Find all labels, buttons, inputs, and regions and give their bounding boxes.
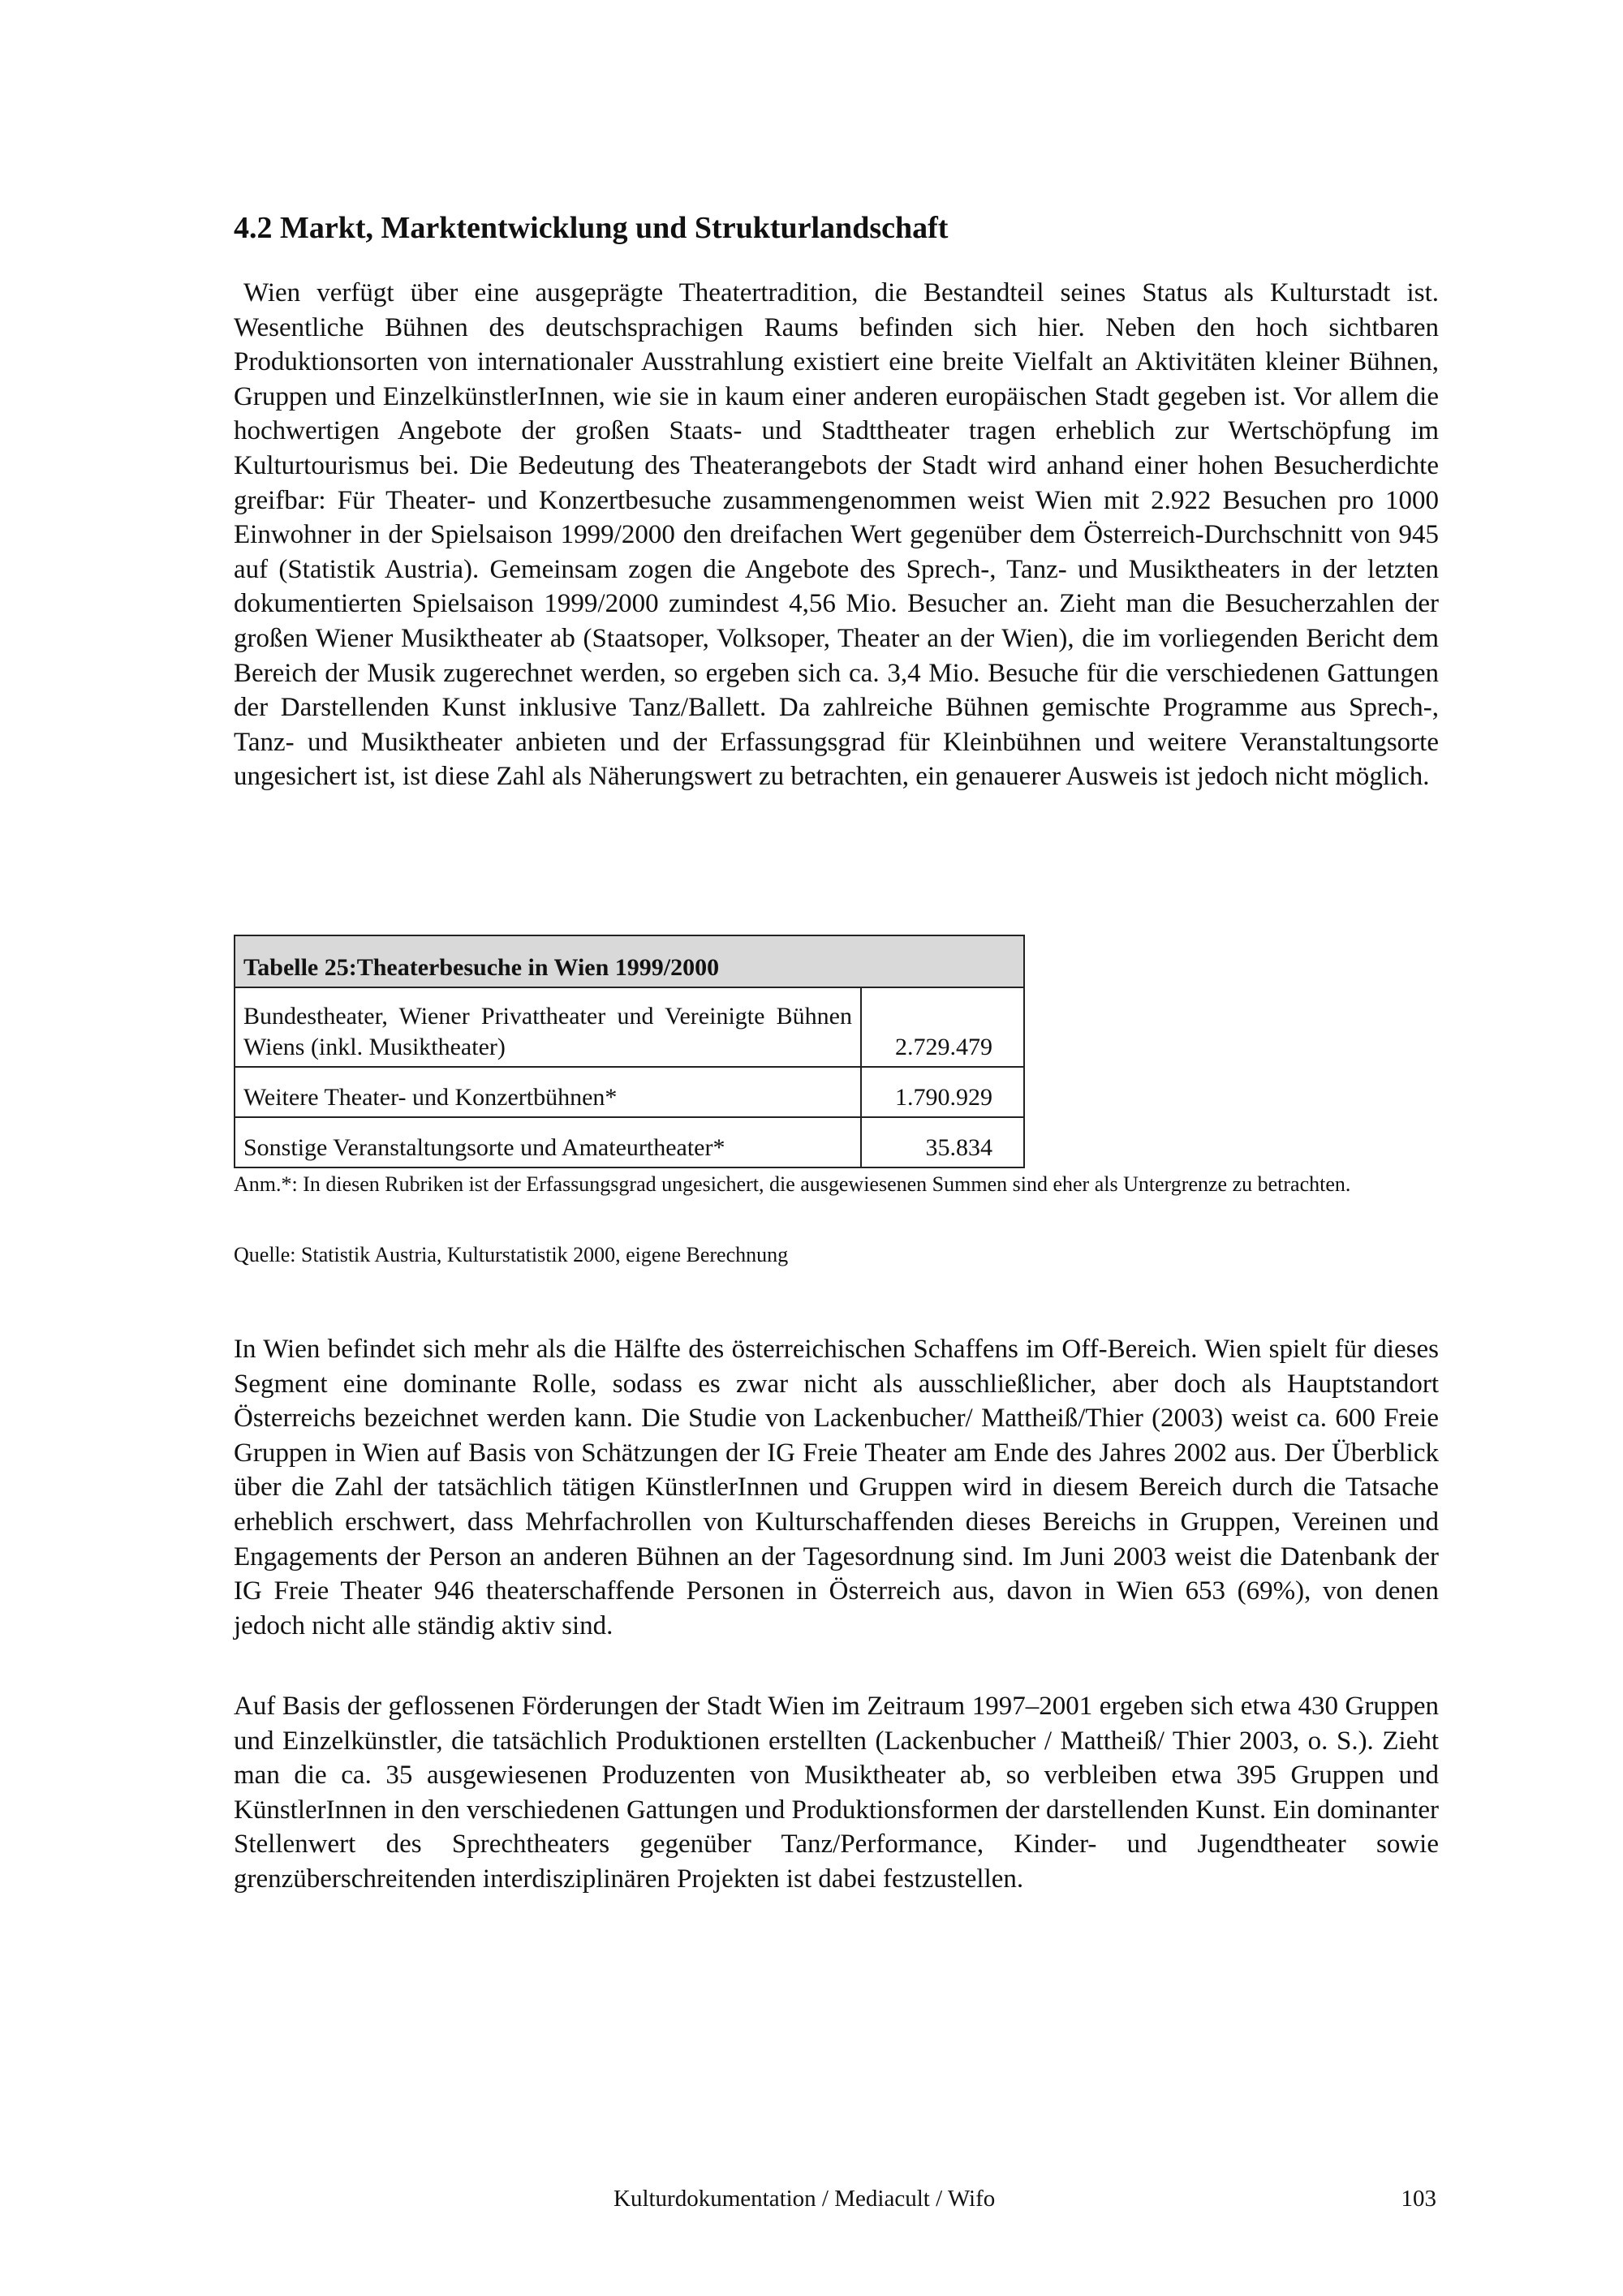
table-footnote: Anm.*: In diesen Rubriken ist der Erfassungsgrad ungesichert, die ausgewiesenen Summen sind eher als Untergrenze zu betrachten. — [234, 1172, 1351, 1196]
table-cell-label: Sonstige Veranstaltungsorte und Amateurtheater* — [235, 1117, 861, 1167]
table-cell-value: 1.790.929 — [861, 1067, 1024, 1117]
table-row — [235, 1067, 1024, 1117]
table-row — [235, 1117, 1024, 1167]
paragraph-off-scene: In Wien befindet sich mehr als die Hälfte des österreichischen Schaffens im Off-Bereich. Wien spielt für dieses Segment eine dominante Rolle, sodass es zwar nicht als ausschließlicher, aber doch als Hauptstandort Österreichs bezeichnet werden kann. Die Studie von Lackenbucher/ Mattheiß/Thier (2003) weist ca. 600 Freie Gruppen in Wien auf Basis von Schätzungen der IG Freie Theater am Ende des Jahres 2002 aus. Der Überblick über die Zahl der tatsächlich tätigen KünstlerInnen und Gruppen wird in diesem Bereich durch die Tatsache erheblich erschwert, dass Mehrfachrollen von Kulturschaffenden dieses Bereichs in Gruppen, Vereinen und Engagements der Person an anderen Bühnen an der Tagesordnung sind. Im Juni 2003 weist die Datenbank der IG Freie Theater 946 theaterschaffende Personen in Österreich aus, davon in Wien 653 (69%), von denen jedoch nicht alle ständig aktiv sind. — [234, 1335, 1439, 1640]
table-caption-row — [235, 935, 1024, 987]
table-cell-value: 35.834 — [861, 1117, 1024, 1167]
table-caption: Tabelle 25:Theaterbesuche in Wien 1999/2000 — [235, 935, 1024, 987]
paragraph-funding: Auf Basis der geflossenen Förderungen der Stadt Wien im Zeitraum 1997–2001 ergeben sich etwa 430 Gruppen und Einzelkünstler, die tatsächlich Produktionen erstellten (Lackenbucher / Mattheiß/ Thier 2003, o. S.). Zieht man die ca. 35 ausgewiesenen Produzenten von Musiktheater ab, so verbleiben etwa 395 Gruppen und KünstlerInnen in den verschiedenen Gattungen und Produktionsformen der darstellenden Kunst. Ein dominanter Stellenwert des Sprechtheaters gegenüber Tanz/Performance, Kinder- und Jugendtheater sowie grenzüberschreitenden interdisziplinären Projekten ist dabei festzustellen. — [234, 1692, 1439, 1894]
table-row — [235, 987, 1024, 1067]
page-number: 103 — [1401, 2186, 1436, 2212]
table-cell-label: Bundestheater, Wiener Privattheater und Vereinigte Bühnen Wiens (inkl. Musiktheater) — [235, 987, 861, 1067]
paragraph-intro: Wien verfügt über eine ausgeprägte Theatertradition, die Bestandteil seines Status als Kulturstadt ist. Wesentliche Bühnen des deutschsprachigen Raums befinden sich hier. Neben den hoch sichtbaren Produktionsorten von internationaler Ausstrahlung existiert eine breite Vielfalt an Aktivitäten kleiner Bühnen, Gruppen und EinzelkünstlerInnen, wie sie in kaum einer anderen europäischen Stadt gegeben ist. Vor allem die hochwertigen Angebote der großen Staats- und Stadttheater tragen erheblich zur Wertschöpfung im Kulturtourismus bei. Die Bedeutung des Theaterangebots der Stadt wird anhand einer hohen Besucherdichte greifbar: Für Theater- und Konzertbesuche zusammengenommen weist Wien mit 2.922 Besuchen pro 1000 Einwohner in der Spielsaison 1999/2000 den dreifachen Wert gegenüber dem Österreich-Durchschnitt von 945 auf (Statistik Austria). Gemeinsam zogen die Angebote des Sprech-, Tanz- und Musiktheaters in der letzten dokumentierten Spielsaison 1999/2000 zumindest 4,56 Mio. Besucher an. Zieht man die Besucherzahlen der großen Wiener Musiktheater ab (Staatsoper, Volksoper, Theater an der Wien), die im vorliegenden Bericht dem Bereich der Musik zugerechnet werden, so ergeben sich ca. 3,4 Mio. Besuche für die verschiedenen Gattungen der Darstellenden Kunst inklusive Tanz/Ballett. Da zahlreiche Bühnen gemischte Programme aus Sprech-, Tanz- und Musiktheater anbieten und der Erfassungsgrad für Kleinbühnen und weitere Veranstaltungsorte ungesichert ist, ist diese Zahl als Näherungswert zu betrachten, ein genauerer Ausweis ist jedoch nicht möglich. — [234, 278, 1439, 792]
table-source: Quelle: Statistik Austria, Kulturstatistik 2000, eigene Berechnung — [234, 1243, 789, 1266]
page-footer: Kulturdokumentation / Mediacult / Wifo — [613, 2186, 996, 2212]
table-cell-label: Weitere Theater- und Konzertbühnen* — [235, 1067, 861, 1117]
table-cell-value: 2.729.479 — [861, 987, 1024, 1067]
theater-visits-table — [234, 935, 1025, 1168]
section-heading: 4.2 Markt, Marktentwicklung und Strukturlandschaft — [234, 211, 949, 245]
